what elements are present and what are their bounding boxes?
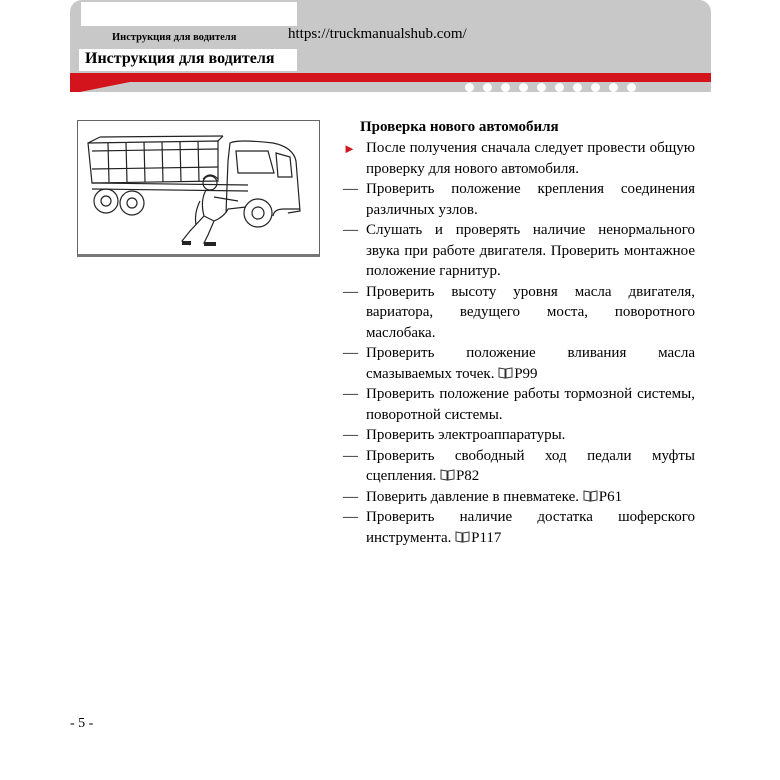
header-dot — [465, 83, 474, 92]
book-icon — [455, 531, 470, 543]
list-item-body: Поверить давление в пневматеке. — [366, 488, 580, 505]
header-dot — [537, 83, 546, 92]
arrow-bullet-icon: ► — [343, 141, 356, 156]
page-reference[interactable] — [451, 530, 501, 546]
list-item-body: Проверить положение крепления соединения различных узлов. — [366, 181, 695, 218]
book-icon — [498, 367, 513, 379]
page-reference[interactable] — [436, 468, 479, 484]
dash-bullet: — — [343, 345, 358, 361]
list-item-body: Проверить положение вливания масла смазываемых точек. — [366, 345, 695, 382]
list-item-text — [366, 425, 695, 446]
header-dot — [591, 83, 600, 92]
list-item-text — [366, 220, 695, 282]
list-item-text — [366, 138, 695, 179]
dash-bullet: — — [343, 283, 358, 300]
header-band — [70, 0, 711, 92]
list-item-body: Проверить свободный ход педали муфты сцепления. — [366, 447, 695, 484]
page-reference[interactable] — [494, 366, 537, 382]
list-item-text — [366, 343, 695, 384]
list-item-body: Проверить наличие достатка шоферского инструмента. — [366, 509, 695, 546]
inspection-section — [343, 117, 695, 548]
list-item — [343, 384, 695, 425]
header-title: Инструкция для водителя — [85, 50, 275, 67]
header-dot — [627, 83, 636, 92]
list-item — [343, 138, 695, 179]
header-dot — [501, 83, 510, 92]
header-dot — [483, 83, 492, 92]
list-item-text — [366, 507, 695, 548]
header-dots — [465, 83, 636, 92]
book-icon — [583, 490, 598, 502]
list-item-body: Проверить положение работы тормозной системы, поворотной системы. — [366, 386, 695, 423]
section-title: Проверка нового автомобиля — [360, 119, 559, 135]
dash-bullet: — — [343, 386, 358, 402]
page-reference-label: P99 — [514, 365, 538, 382]
header-accent-wedge — [70, 82, 130, 92]
dash-bullet: — — [343, 488, 358, 505]
list-item — [343, 425, 695, 446]
list-item-text — [366, 446, 695, 487]
list-item — [343, 507, 695, 548]
dash-bullet: — — [343, 222, 358, 238]
list-item-body: Проверить электроаппаратуры. — [366, 427, 566, 443]
list-item — [343, 343, 695, 384]
header-url[interactable]: https://truckmanualshub.com/ — [288, 26, 467, 42]
book-icon — [440, 469, 455, 481]
header-tab — [81, 2, 297, 26]
header-dot — [555, 83, 564, 92]
header-accent-bar — [70, 73, 711, 82]
dash-bullet: — — [343, 181, 358, 197]
list-item — [343, 179, 695, 220]
dash-bullet: — — [343, 447, 358, 464]
header-title-box — [79, 49, 297, 71]
list-item-text — [366, 384, 695, 425]
list-item — [343, 487, 695, 508]
page-reference-label: P82 — [455, 468, 480, 484]
list-item — [343, 446, 695, 487]
list-item-text — [366, 282, 695, 344]
header-dot — [519, 83, 528, 92]
list-item — [343, 282, 695, 344]
dash-bullet: — — [343, 427, 358, 443]
header-dot — [609, 83, 618, 92]
header-small-title: Инструкция для водителя — [112, 32, 237, 43]
inspection-list — [343, 138, 695, 548]
page-number: - 5 - — [70, 716, 94, 731]
page-reference-label: P61 — [598, 488, 623, 505]
truck-illustration-svg — [78, 121, 319, 254]
list-item-body: Проверить высоту уровня масла двигателя, вариатора, ведущего моста, поворотного маслобака. — [366, 283, 695, 341]
list-item — [343, 220, 695, 282]
page-reference[interactable] — [579, 489, 622, 505]
list-item-body: Слушать и проверять наличие ненормального звука при работе двигателя. Проверить монтажное положение гарнитур. — [366, 222, 695, 279]
list-item-text — [366, 487, 695, 508]
dash-bullet: — — [343, 509, 358, 525]
list-item-body: После получения сначала следует провести общую проверку для нового автомобиля. — [366, 140, 695, 177]
page-reference-label: P117 — [471, 529, 502, 546]
truck-inspection-illustration — [77, 120, 320, 257]
list-item-text — [366, 179, 695, 220]
header-dot — [573, 83, 582, 92]
